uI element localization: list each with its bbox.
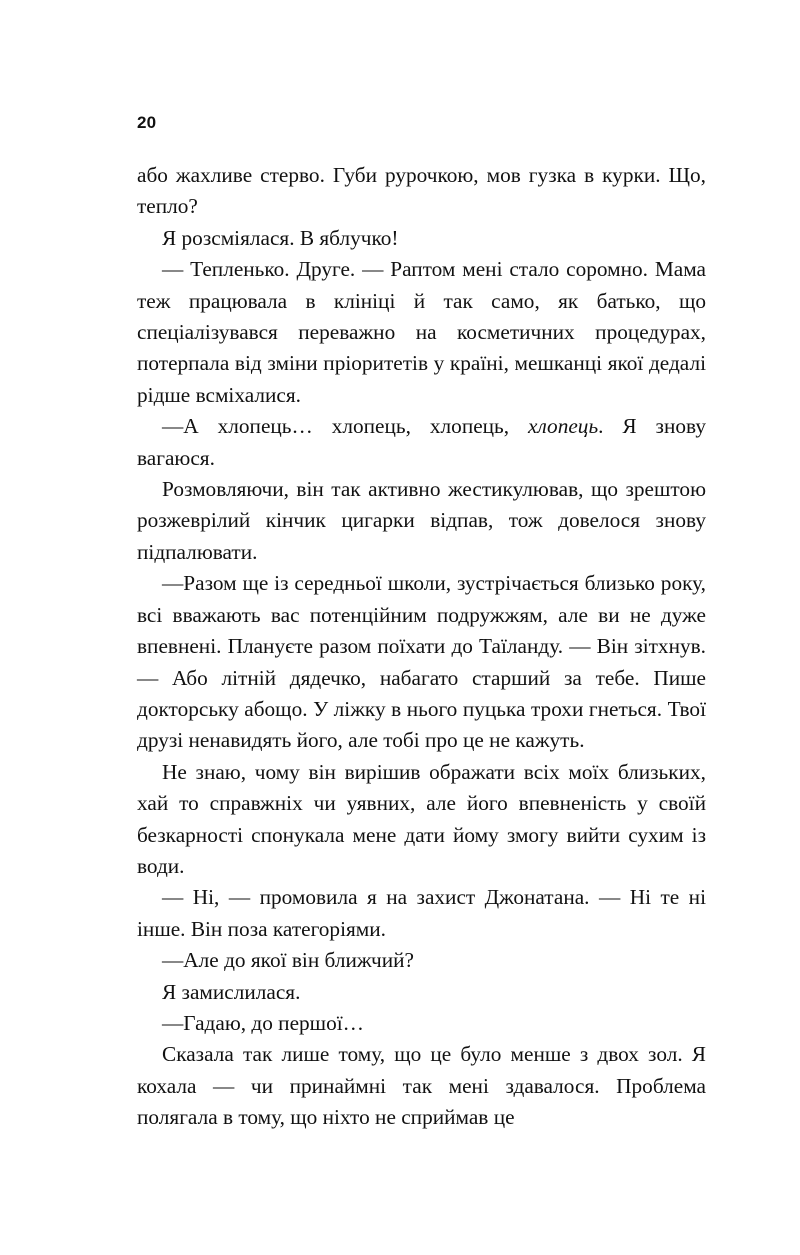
paragraph: або жахливе стерво. Губи рурочкою, мов гузка в курки. Що, тепло?: [137, 163, 706, 219]
paragraph: Я розсміялася. В яблучко!: [162, 225, 399, 250]
paragraph: —Разом ще із середньої школи, зустрічається близько року, всі вважають вас потенційним подружжям, але ви не дуже впевнені. Плануєте разом поїхати до Таїланду. — Він зітхнув. — Або літній дядечко, набагато старший за тебе. Пише докторську абощо. У ліжку в нього пуцька трохи гнеться. Твої друзі ненавидять його, але тобі про це не кажуть.: [137, 571, 706, 753]
emphasis-text: хлопець: [528, 414, 599, 439]
paragraph: —Але до якої він ближчий?: [162, 948, 415, 973]
paragraph: — Ні, — промовила я на захист Джонатана. — Ні те ні інше. Він поза категоріями.: [137, 885, 706, 941]
paragraph: Я замислилася.: [162, 979, 301, 1004]
text-segment: . Я знову вагаюся.: [137, 414, 706, 470]
text-segment: —А хлопець… хлопець, хлопець,: [162, 414, 529, 439]
paragraph: — Тепленько. Друге. — Раптом мені стало соромно. Мама теж працювала в клініці й так само, як батько, що спеціалізувався переважно на косметичних процедурах, потерпала від зміни пріоритетів у країні, мешканці якої дедалі рідше всміхалися.: [137, 257, 706, 407]
body-text-block: [137, 160, 706, 1134]
paragraph: Розмовляючи, він так активно жестикулював, що зрештою розжеврілий кінчик цигарки відпав, тож довелося знову підпалювати.: [137, 477, 706, 564]
paragraph-with-emphasis: [137, 411, 706, 474]
page-number: 20: [137, 113, 157, 132]
paragraph: Не знаю, чому він вирішив ображати всіх моїх близьких, хай то справжніх чи уявних, але його впевненість у своїй безкарності спонукала мене дати йому змогу вийти сухим із води.: [137, 759, 706, 878]
paragraph: Сказала так лише тому, що це було менше з двох зол. Я кохала — чи принаймні так мені здавалося. Проблема полягала в тому, що ніхто не сприймав це: [137, 1042, 706, 1130]
paragraph: —Гадаю, до першої…: [162, 1010, 364, 1035]
